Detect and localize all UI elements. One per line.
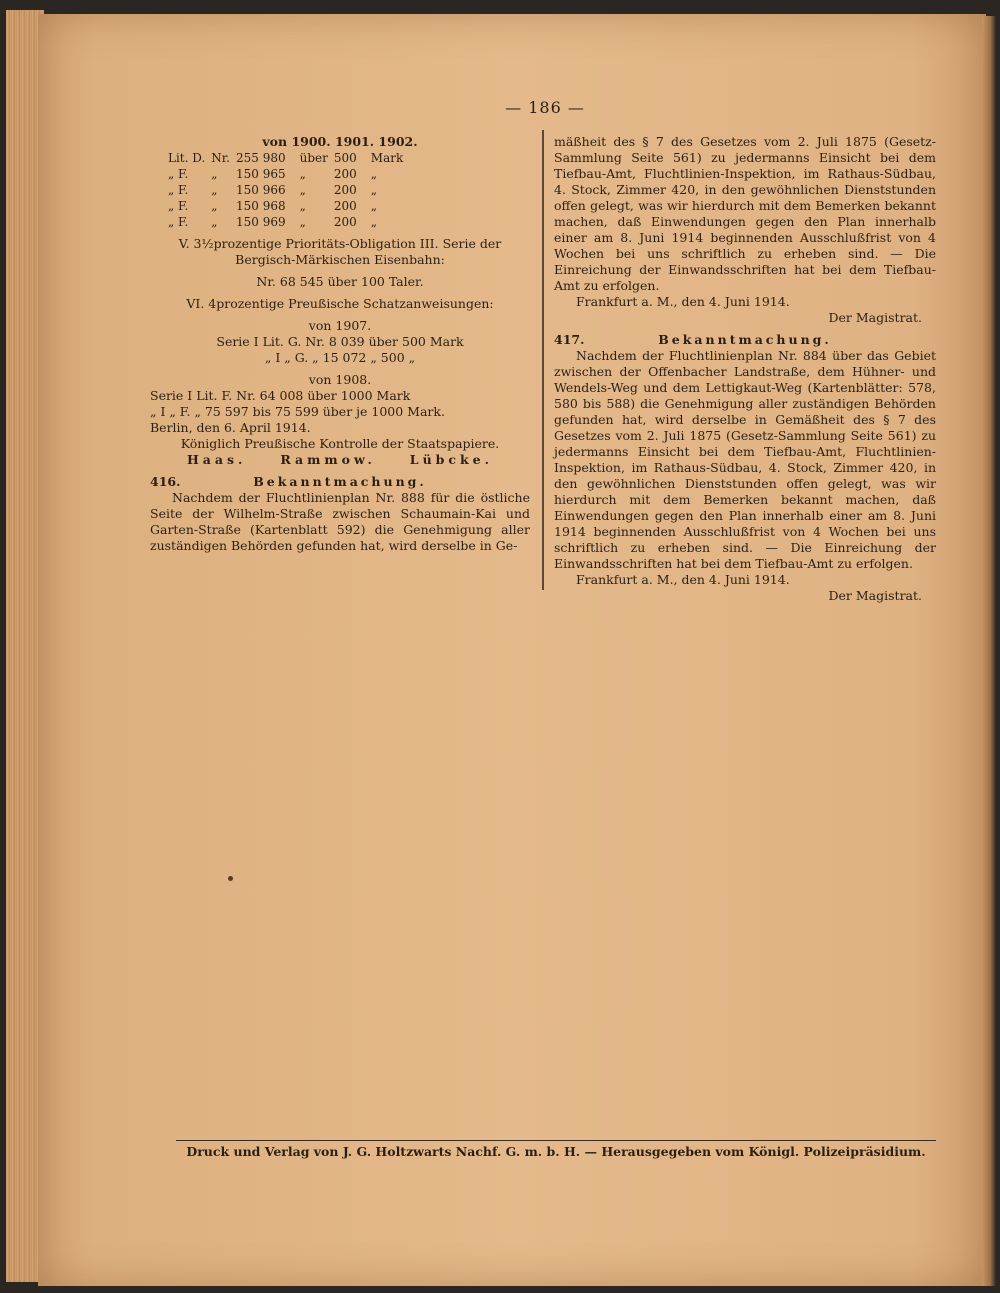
notice-416-heading [150,474,530,490]
row-1907-2: „ I „ G. „ 15 072 „ 500 „ [264,350,416,365]
bond-number: 150 969 [236,215,286,229]
bond-amount: 200 [333,215,357,229]
notice-417-signature: Der Magistrat. [828,588,922,603]
authority: Königlich Preußische Kontrolle der Staatspapiere. [180,436,500,451]
row-1908-1: Serie I Lit. F. Nr. 64 008 über 1000 Mark [150,388,411,403]
signature-1: Haas. [186,452,247,467]
notice-416-place-date: Frankfurt a. M., den 4. Juni 1914. [576,294,790,309]
bond-unit: „ [370,183,377,197]
section-v-heading: V. 3½prozentige Prioritäts-Obligation III. Serie der Bergisch-Märkischen Eisenbahn: [178,236,502,267]
notice-416-continued: mäßheit des § 7 des Gesetzes vom 2. Juli 1875 (Gesetz-Sammlung Seite 561) zu jedermanns Einsicht bei dem Tiefbau-Amt, Fluchtlinien-Inspektion, im Rathaus-Südbau, 4. Stock, Zimmer 420, in den gewöhnlichen Dienststunden offen gelegt, was wir hierdurch mit dem Bemerken bekannt machen, daß Einwendungen gegen den Plan innerhalb einer am 8. Juni 1914 beginnenden Ausschlußfrist von 4 Wochen bei uns schriftlich zu erheben sind. — Die Einreichung der Einwandsschriften hat bei dem Tiefbau-Amt zu erfolgen. [554,134,936,293]
bond-unit: Mark [370,151,404,165]
notice-416-number: 416. [150,474,181,489]
bond-row [168,214,409,230]
bond-unit: „ [370,167,377,181]
bond-ueber: „ [299,199,306,213]
bond-amount: 500 [333,151,357,165]
bond-lit: „ F. [168,183,189,197]
row-1908-2: „ I „ F. „ 75 597 bis 75 599 über je 1000 Mark. [150,404,445,419]
notice-417-title: Bekanntmachung. [658,332,832,347]
notice-417-text: Nachdem der Fluchtlinienplan Nr. 884 über das Gebiet zwischen der Offenbacher Landstraße, dem Hühner- und Wendels-Weg und dem Lettigkaut-Weg (Kartenblätter: 578, 580 bis 588) die Genehmigung aller zuständigen Behörden gefunden hat, wird derselbe in Gemäßheit des § 7 des Gesetzes vom 2. Juli 1875 (Gesetz-Sammlung Seite 561) zu jedermanns Einsicht bei dem Tiefbau-Amt, Fluchtlinien-Inspektion, im Rathaus-Südbau, 4. Stock, Zimmer 420, in den gewöhnlichen Dienststunden offen gelegt, was wir hierdurch mit dem Bemerken bekannt machen, daß Einwendungen gegen den Plan innerhalb einer am 8. Juni 1914 beginnenden Ausschlußfrist von 4 Wochen bei uns schriftlich zu erheben sind. — Die Einreichung der Einwandsschriften hat bei dem Tiefbau-Amt zu erfolgen. [554,348,936,571]
bond-ueber: „ [299,167,306,181]
section-v-item: Nr. 68 545 über 100 Taler. [256,274,424,289]
signature-3: Lübcke. [409,452,493,467]
bond-row [168,198,409,214]
page-right-edge [982,16,996,1286]
bond-nr: „ [211,183,218,197]
bond-ueber: „ [299,215,306,229]
bond-amount: 200 [333,167,357,181]
bond-lit: „ F. [168,167,189,181]
left-column [150,134,530,554]
row-1907-1: Serie I Lit. G. Nr. 8 039 über 500 Mark [216,334,464,349]
bond-lit: „ F. [168,215,189,229]
ink-spot [228,876,233,881]
imprint-footer: Druck und Verlag von J. G. Holtzwarts Nachf. G. m. b. H. — Herausgegeben vom Königl. Polizeipräsidium. [176,1140,936,1159]
signatures [150,452,530,468]
bond-nr: „ [211,167,218,181]
bond-row [168,166,409,182]
bond-unit: „ [370,215,377,229]
bonds-year-header: von 1900. 1901. 1902. [262,134,418,149]
bond-ueber: über [299,151,328,165]
bond-amount: 200 [333,199,357,213]
section-vi-heading: VI. 4prozentige Preußische Schatzanweisungen: [186,296,494,311]
notice-417-place-date: Frankfurt a. M., den 4. Juni 1914. [576,572,790,587]
bond-number: 150 968 [236,199,286,213]
bond-unit: „ [370,199,377,213]
signature-2: Rammow. [280,452,376,467]
notice-416-signature: Der Magistrat. [828,310,922,325]
bond-nr: Nr. [211,151,230,165]
page-number: — 186 — [505,98,585,117]
right-column [554,134,936,604]
bond-nr: „ [211,199,218,213]
year-1908: von 1908. [308,372,372,387]
bonds-table [168,150,409,230]
bond-number: 150 966 [236,183,286,197]
bond-row [168,150,409,166]
place-date: Berlin, den 6. April 1914. [150,420,311,435]
bond-number: 150 965 [236,167,286,181]
bond-row [168,182,409,198]
bond-nr: „ [211,215,218,229]
notice-416-text: Nachdem der Fluchtlinienplan Nr. 888 für die östliche Seite der Wilhelm-Straße zwischen Schaumain-Kai und Garten-Straße (Kartenblatt 592) die Genehmigung aller zuständigen Behörden gefunden hat, wird derselbe in Ge- [150,490,530,553]
notice-417-number: 417. [554,332,585,347]
bond-amount: 200 [333,183,357,197]
bond-lit: „ F. [168,199,189,213]
bond-number: 255 980 [236,151,286,165]
year-1907: von 1907. [308,318,372,333]
bond-lit: Lit. D. [168,151,206,165]
notice-416-title: Bekanntmachung. [253,474,427,489]
notice-417-heading [554,332,936,348]
column-divider [542,130,544,590]
bond-ueber: „ [299,183,306,197]
